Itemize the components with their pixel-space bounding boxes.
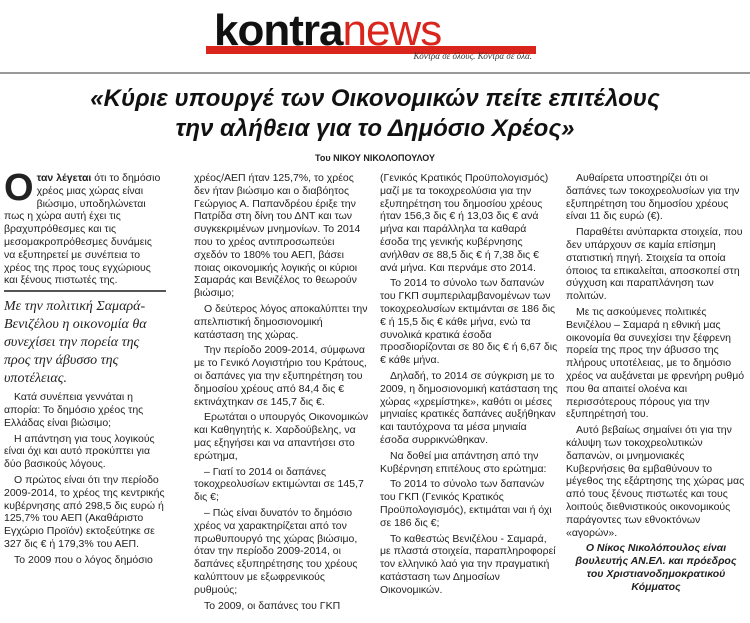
paragraph: Δηλαδή, το 2014 σε σύγκριση με το 2009, η δημοσιονομική κατάσταση της χώρας «χρεμίστηκε», καθότι οι μέσες μηνιαίες κρατικές δαπάνες αυξήθηκαν και ταυτόχρονα τα μέσα μηνιαία έσοδα συρρικνώθηκαν. [380,369,558,446]
lead-in: ταν λέγεται [36,172,92,184]
paragraph: Το 2014 το σύνολο των δαπανών του ΓΚΠ (Γενικός Κρατικός Προϋπολογισμός), εκτιμάται ναι ή όχι σε 186 δις €; [380,478,552,529]
lead-paragraph [4,167,166,287]
pull-quote: Με την πολιτική Σαμαρά-Βενιζέλου η οικονομία θα συνεχίσει την πορεία της προς την άβυσσο της υποτέλειας. [4,290,166,388]
paragraph: Ο δεύτερος λόγος αποκαλύπτει την απελπιστική δημοσιονομική κατάσταση της χώρας. [194,302,368,341]
paragraph: Η απάντηση για τους λογικούς είναι όχι και αυτό προκύπτει για δύο βασικούς λόγους. [4,432,155,471]
logo-wordmark [214,6,441,56]
logo-word-kontra: kontra [214,6,343,55]
logo-slogan: Κόντρα σε όλους. Κόντρα σε όλα. [413,51,532,61]
paragraph: – Πώς είναι δυνατόν το δημόσιο χρέος να χαρακτηρίζεται από τον πρωθυπουργό της χώρας βιώσιμο, όταν την περίοδο 2009-2014, οι δαπάνες εξυπηρέτησης του χρέους καλύπτουν με εξωφρενικούς ρυθμούς; [194,506,358,596]
paragraph: χρέος/ΑΕΠ ήταν 125,7%, το χρέος δεν ήταν βιώσιμο και ο διαβόητος Γεώργιος Α. Παπανδρέου έριξε την Πατρίδα στη δίνη του ΔΝΤ και των συγκεκριμένων μνημονίων. Το 2014 που το χρέος αντιπροσωπεύει σχεδόν το 180% του ΑΕΠ, βάσει ποιας οικονομικής λογικής οι κύριοι Σαμαράς και Βενιζέλος το θεωρούν βιώσιμο; [194,172,361,300]
article-title-line1: «Κύριε υπουργέ των Οικονομικών πείτε επιτέλους [90,85,660,112]
paragraph: Αυθαίρετα υποστηρίζει ότι οι δαπάνες των τοκοχρεολυσίων για την εξυπηρέτηση του δημοσίου χρέους είναι 11 δις ευρώ (€). [566,172,740,223]
paragraph: Ο πρώτος είναι ότι την περίοδο 2009-2014, το χρέος της κεντρικής κυβέρνησης από 298,5 δις ευρώ ή 125,7% του ΑΕΠ (Ακαθάριστο Εγχώριο Προϊόν) εκτοξεύτηκε σε 327 δις € ή 179,3% του ΑΕΠ. [4,473,165,550]
article-column-1 [4,167,166,570]
paragraph: (Γενικός Κρατικός Προϋπολογισμός) μαζί με τα τοκοχρεολύσια για την εξυπηρέτηση του δημοσίου χρέους ήταν 156,3 δις € ή 13,03 δις € ανά μήνα και παράλληλα τα καθαρά έσοδα της γενικής κυβέρνησης ανήλθαν σε 88,5 δις € ή 7,38 δις € ανά μήνα. Και περνάμε στο 2014. [380,172,549,274]
article-title-line2: την αλήθεια για το Δημόσιο Χρέος» [175,115,575,142]
paragraph: Κατά συνέπεια γεννάται η απορία: Το δημόσιο χρέος της Ελλάδας είναι βιώσιμο; [4,391,144,429]
paragraph: Το καθεστώς Βενιζέλου - Σαμαρά, με πλαστά στοιχεία, παραπληροφορεί τον ελληνικό λαό για την πραγματική κατάσταση των Δημοσίων Οικονομικών. [380,532,556,596]
paragraph: Την περίοδο 2009-2014, σύμφωνα με το Γενικό Λογιστήριο του Κράτους, οι δαπάνες για την εξυπηρέτηση του δημοσίου χρέους από 84,4 δις € εκτινάχτηκαν σε 145,7 δις €. [194,344,367,408]
paragraph: – Γιατί το 2014 οι δαπάνες τοκοχρεολυσίων εκτιμώνται σε 145,7 δις €; [194,465,364,504]
paragraph: Να δοθεί μια απάντηση από την Κυβέρνηση επιτέλους στο ερώτημα: [380,449,547,475]
author-signoff: Ο Νίκος Νικολόπουλος είναι βουλευτής ΑΝ.ΕΛ. και πρόεδρος του Χριστιανοδημοκρατικού Κόμματος [575,542,737,593]
article-column-4 [566,172,746,597]
paragraph: Με τις ασκούμενες πολιτικές Βενιζέλου – Σαμαρά η εθνική μας οικονομία θα συνεχίσει την ξέφρενη πορεία της προς την άβυσσο της πλήρους υποτέλειας, με το δημόσιο χρέος να αυξάνεται με φρενήρη ρυθμό που θα απαιτεί ολοένα και περισσότερους πόρους για την εξυπηρέτησή του. [566,305,745,421]
article-column-3 [380,172,558,600]
drop-cap: Ο [4,167,34,209]
article-column-2 [194,172,370,615]
header-divider [0,72,750,74]
logo-word-news: news [342,6,442,55]
paragraph: Ερωτάται ο υπουργός Οικονομικών και Καθηγητής κ. Χαρδούβελης, να μας εξηγήσει και να απαντήσει στο ερώτημα, [194,411,369,462]
paragraph: Το 2009 που ο λόγος δημόσιο [14,553,153,566]
article-byline: Του ΝΙΚΟΥ ΝΙΚΟΛΟΠΟΥΛΟΥ [315,153,435,163]
paragraph: Αυτό βεβαίως σημαίνει ότι για την κάλυψη των τοκοχρεολυτικών δαπανών, οι μνημονιακές Κυβερνήσεις θα εμβαθύνουν το μέγεθος της εξάρτησης της χώρας μας από τους ξένους πιστωτές και τους λοιπούς διεθνιστικούς οικονομικούς παράγοντες των εθνοκτόνων «αγορών». [566,424,745,539]
lead-text: ότι το δημόσιο χρέος μιας χώρας είναι βιώσιμο, υποδηλώνεται πως η χώρα αυτή έχει τις βραχυπρόθεσμες και τις μεσομακροπρόθεσμες δυνάμεις να εξυπηρετεί με συνέπεια το χρέος της προς τους εγχώριους και ξένους πιστωτές της. [4,172,161,287]
paragraph: Το 2014 το σύνολο των δαπανών του ΓΚΠ συμπεριλαμβανομένων των τοκοχρεολυσίων εκτιμάνται σε 186 δις € ή 15,5 δις € κάθε μήνα, ενώ τα συνολικά κρατικά έσοδα προσδιορίζονται σε 80 δις € ή 6,67 δις € κάθε μήνα. [380,277,558,367]
masthead-logo[interactable] [206,4,546,66]
paragraph: Το 2009, οι δαπάνες του ΓΚΠ [204,599,341,612]
paragraph: Παραθέτει ανύπαρκτα στοιχεία, που δεν υπάρχουν σε καμία επίσημη στατιστική πηγή. Στοιχεία τα οποία όποιος τα επικαλείται, αποσκοπεί στη σύγχυση και παραπλάνηση των πολιτών. [566,226,743,303]
